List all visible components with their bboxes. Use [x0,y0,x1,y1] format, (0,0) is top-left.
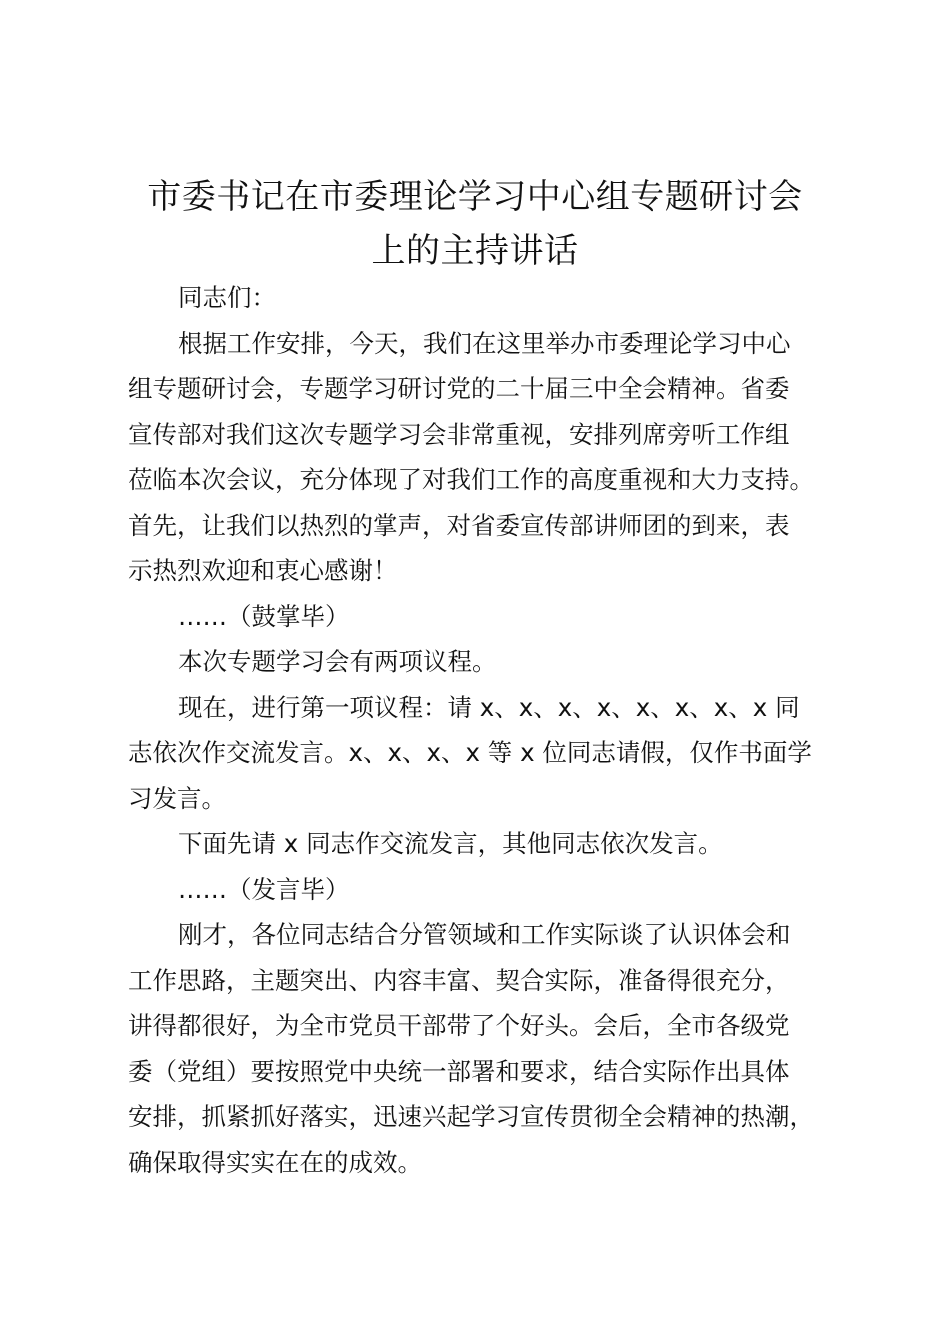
text-line: 讲得都很好，为全市党员干部带了个好头。会后，全市各级党 [128,1011,790,1040]
text-line: 习发言。 [128,783,226,813]
text-line: 根据工作安排，今天，我们在这里举办市委理论学习中心 [178,328,791,358]
text-line: 组专题研讨会，专题学习研讨党的二十届三中全会精神。省委 [128,374,790,403]
document-title [120,170,830,278]
text-line: 安排，抓紧抓好落实，迅速兴起学习宣传贯彻全会精神的热潮， [128,1102,814,1131]
text-line: 同志们： [178,283,276,312]
text-line: 委（党组）要按照党中央统一部署和要求，结合实际作出具体 [128,1056,790,1086]
text-line: 刚才，各位同志结合分管领域和工作实际谈了认识体会和 [178,920,791,949]
paragraph-first-item [128,685,850,822]
text-line: ……（鼓掌毕） [178,601,350,631]
text-line: 本次专题学习会有两项议程。 [178,647,497,676]
text-line: 示热烈欢迎和衷心感谢！ [128,556,398,585]
paragraph-salutation [128,275,850,321]
text-line: 宣传部对我们这次专题学习会非常重视，安排列席旁听工作组 [128,419,790,449]
paragraph-opening [128,321,850,594]
text-line: 莅临本次会议，充分体现了对我们工作的高度重视和大力支持。 [128,465,814,494]
title-line: 上的主持讲话 [371,231,579,271]
text-line: 工作思路，主题突出、内容丰富、契合实际，准备得很充分， [128,965,790,995]
paragraph-speaker [128,821,850,867]
document-body [128,275,850,1185]
text-line: 现在，进行第一项议程：请 x、x、x、x、x、x、x、x 同 [178,692,800,722]
paragraph-applause [128,594,850,640]
text-line: 首先，让我们以热烈的掌声，对省委宣传部讲师团的到来，表 [128,510,790,540]
text-line: 志依次作交流发言。x、x、x、x 等 x 位同志请假，仅作书面学 [128,738,812,767]
text-line: ……（发言毕） [178,874,350,904]
title-line: 市委书记在市委理论学习中心组专题研讨会 [147,177,803,217]
paragraph-agenda [128,639,850,685]
text-line: 下面先请 x 同志作交流发言，其他同志依次发言。 [178,829,723,858]
text-line: 确保取得实实在在的成效。 [128,1147,422,1177]
paragraph-speech-end [128,867,850,913]
paragraph-summary [128,912,850,1185]
